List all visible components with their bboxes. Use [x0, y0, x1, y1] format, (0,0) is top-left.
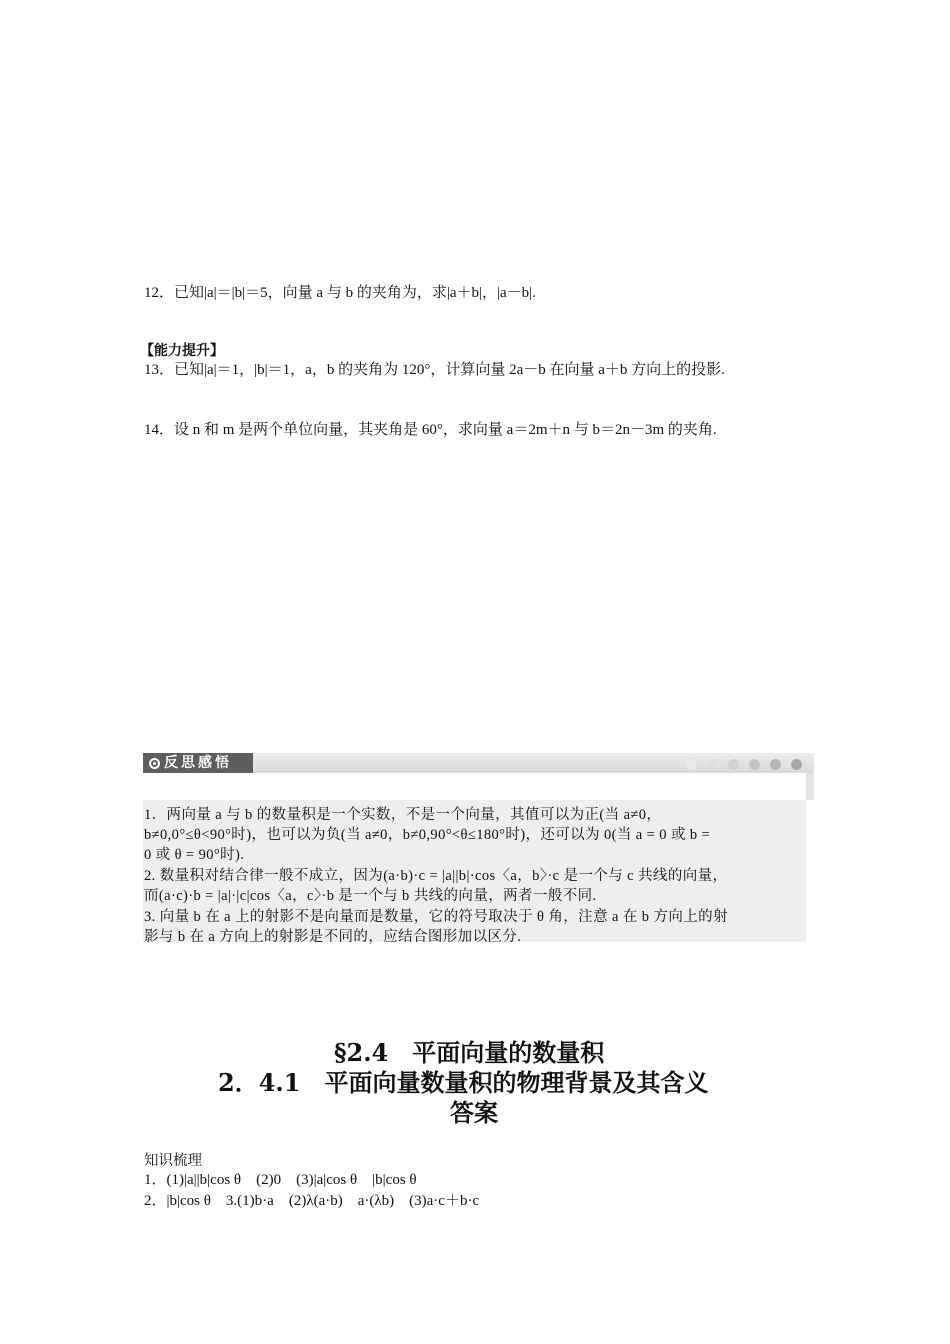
- subsection-title: 2．4.1 平面向量数量积的物理背景及其含义: [218, 1068, 709, 1097]
- reflection-tab-label: 反思感悟: [164, 755, 232, 771]
- section-heading-ability: 【能力提升】: [140, 343, 224, 359]
- dot-icon: [707, 759, 718, 770]
- reflection-line: 0 或 θ = 90°时).: [144, 847, 245, 863]
- dot-icon: [728, 759, 739, 770]
- question-13: 13．已知|a|＝1，|b|＝1，a，b 的夹角为 120°，计算向量 2a－b 在向量 a＋b 方向上的投影.: [144, 362, 725, 378]
- reflection-tab: [143, 753, 253, 773]
- dot-icon: [791, 759, 802, 770]
- decorative-dots: [676, 757, 802, 775]
- reflection-line: 1．两向量 a 与 b 的数量积是一个实数，不是一个向量，其值可以为正(当 a≠0，: [144, 807, 662, 823]
- reflection-line: 而(a·c)·b = |a|·|c|cos〈a，c〉·b 是一个与 b 共线的向量，两者一般不同.: [144, 888, 597, 904]
- answers-heading: 知识梳理: [144, 1153, 202, 1169]
- dot-icon: [686, 759, 697, 770]
- reflection-line: b≠0,0°≤θ<90°时)，也可以为负(当 a≠0，b≠0,90°<θ≤180°时)，还可以为 0(当 a = 0 或 b =: [144, 827, 711, 843]
- dot-icon: [770, 759, 781, 770]
- answer-line-1: 1．(1)|a||b|cos θ (2)0 (3)|a|cos θ |b|cos θ: [144, 1172, 417, 1188]
- question-14: 14．设 n 和 m 是两个单位向量，其夹角是 60°，求向量 a＝2m＋n 与 b＝2n－3m 的夹角.: [144, 422, 717, 438]
- reflection-side-strip: [806, 773, 814, 800]
- reflection-line: 3. 向量 b 在 a 上的射影不是向量而是数量，它的符号取决于 θ 角，注意 a 在 b 方向上的射: [144, 909, 728, 925]
- answer-line-2: 2．|b|cos θ 3.(1)b·a (2)λ(a·b) a·(λb) (3)a·c＋b·c: [144, 1193, 480, 1209]
- question-12: 12．已知|a|＝|b|＝5，向量 a 与 b 的夹角为，求|a＋b|，|a－b|.: [144, 285, 536, 301]
- reflection-line: 2. 数量积对结合律一般不成立，因为(a·b)·c = |a||b|·cos〈a，b〉·c 是一个与 c 共线的向量，: [144, 868, 728, 884]
- reflection-header-bar: [143, 753, 814, 773]
- reflection-line: 影与 b 在 a 方向上的射影是不同的，应结合图形加以区分.: [144, 929, 522, 945]
- dot-icon: [749, 759, 760, 770]
- target-circle-icon: [149, 758, 160, 769]
- answer-title: 答案: [450, 1098, 498, 1127]
- section-title: §2.4 平面向量的数量积: [334, 1038, 605, 1067]
